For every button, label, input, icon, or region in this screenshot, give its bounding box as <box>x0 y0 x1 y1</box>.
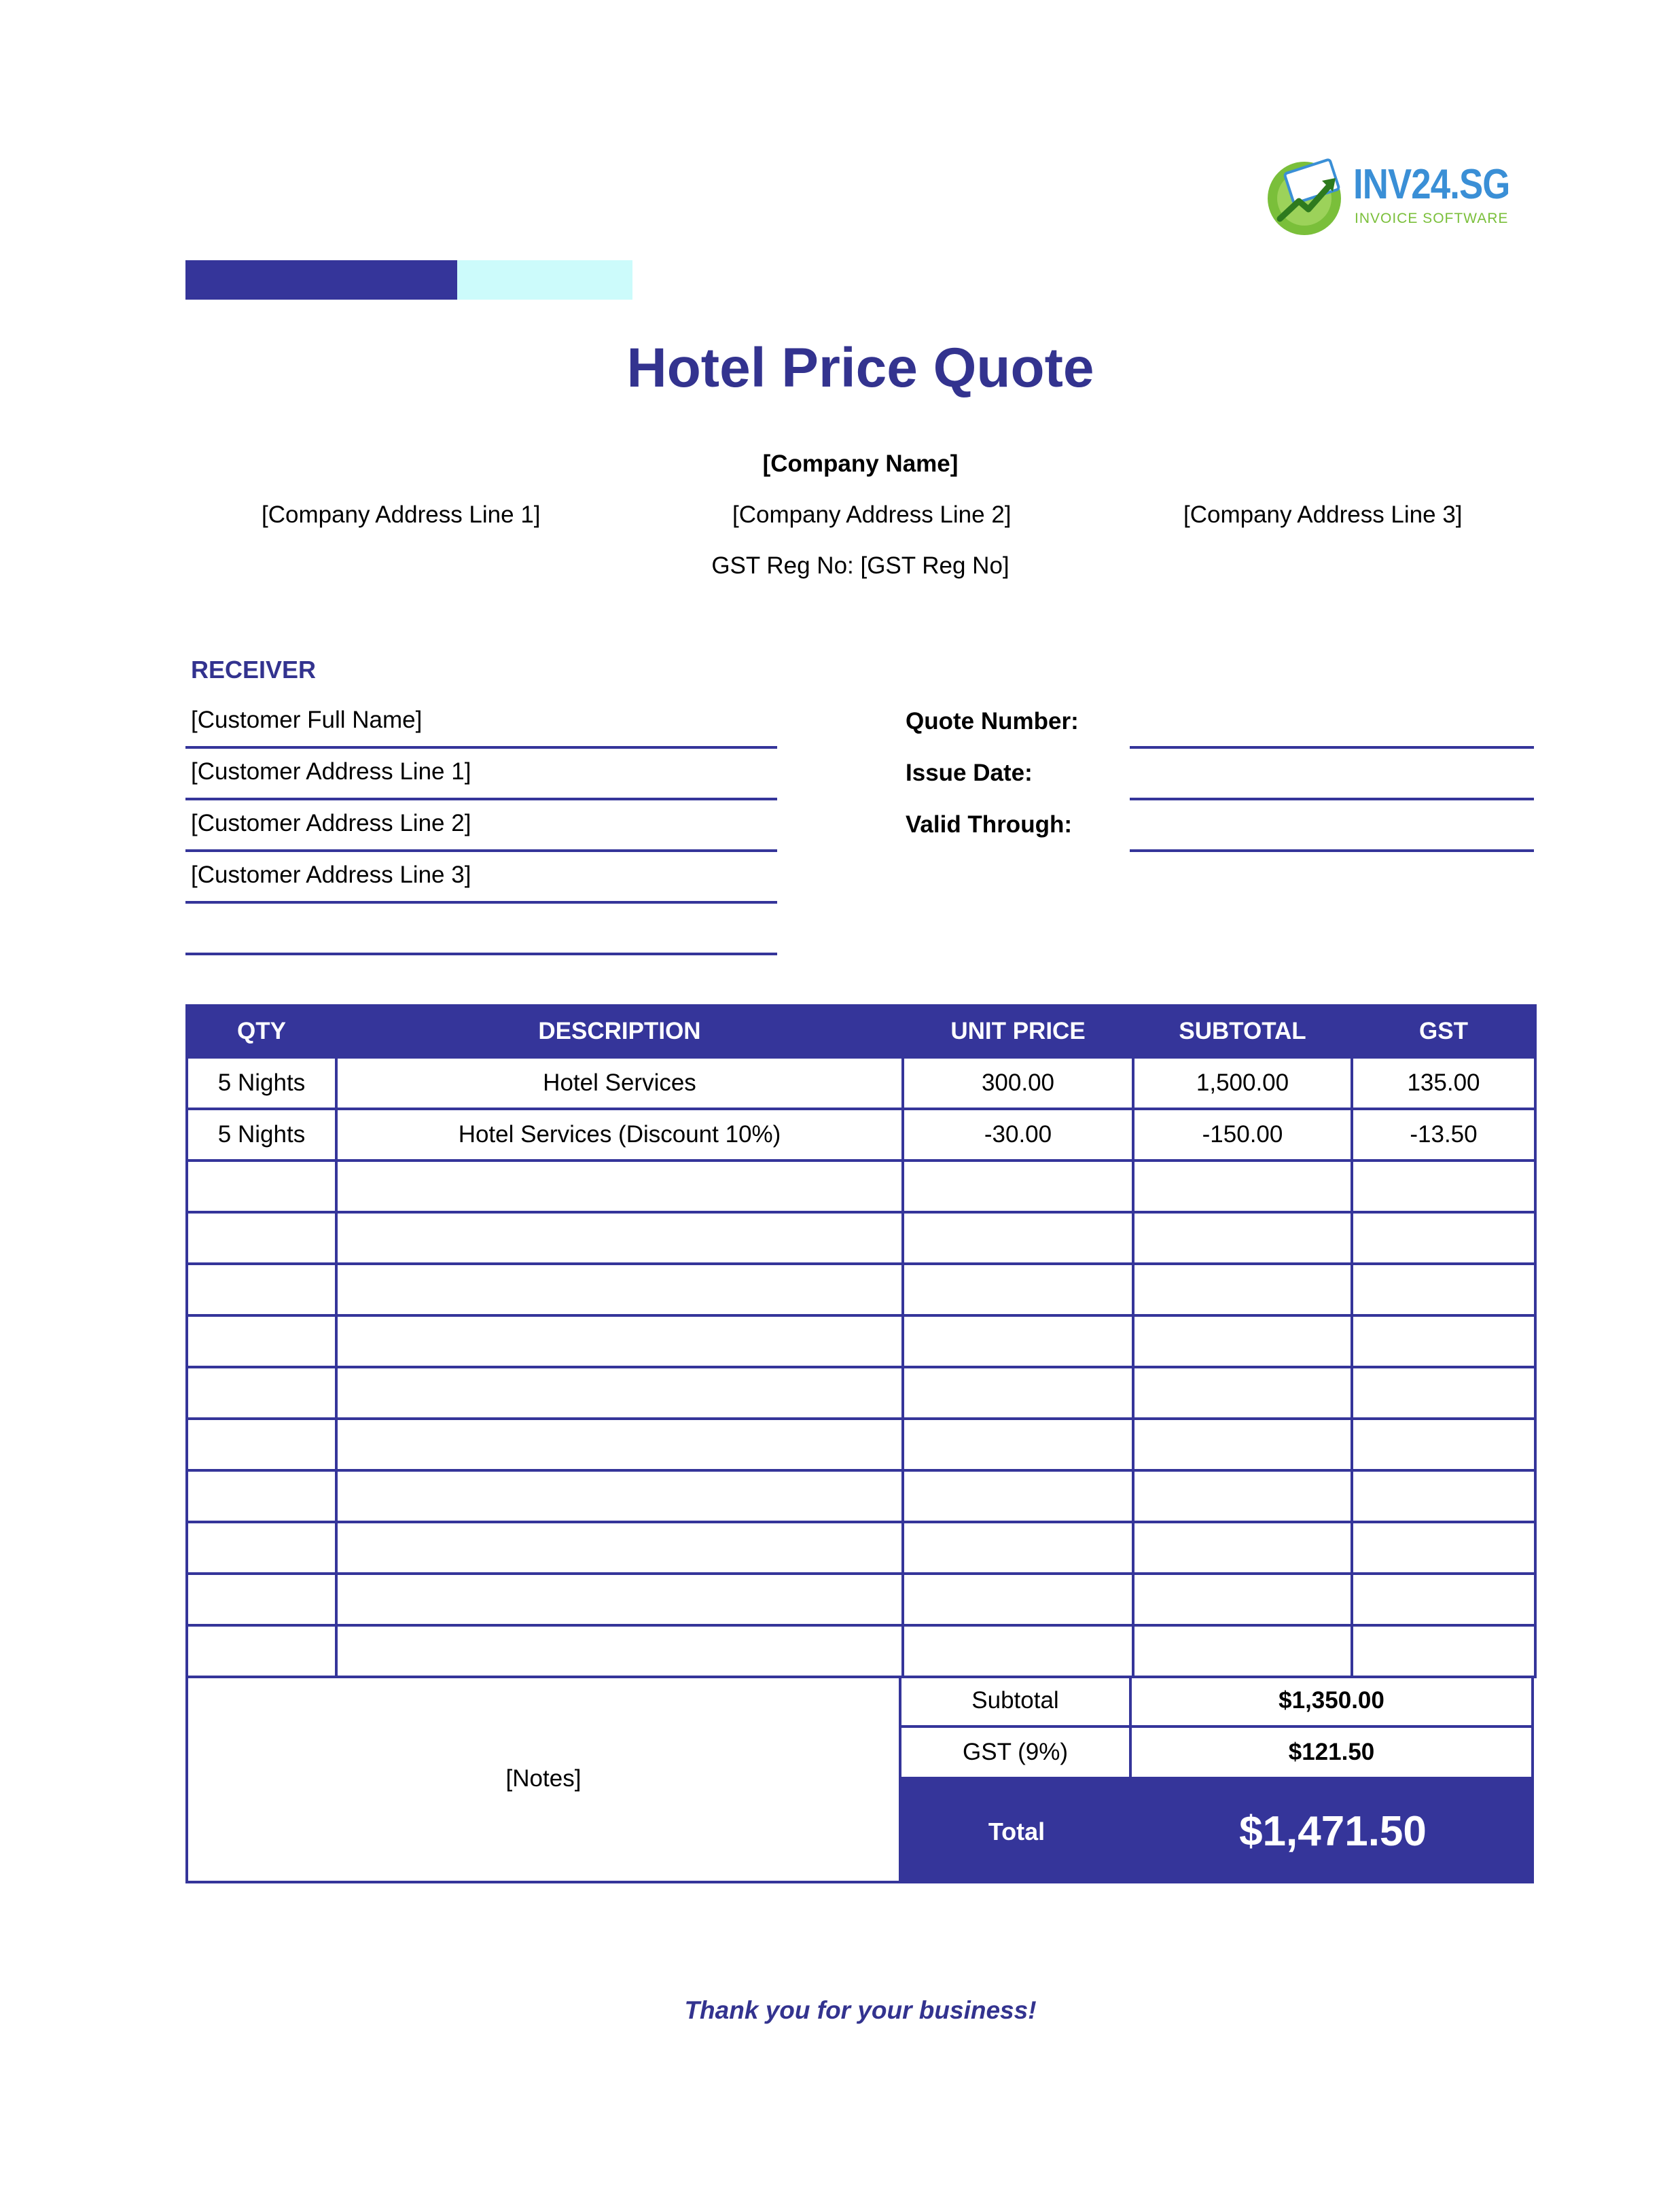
logo-tagline: INVOICE SOFTWARE <box>1355 211 1509 226</box>
total-value: $1,471.50 <box>1239 1808 1427 1855</box>
company-name: [Company Name] <box>762 450 959 477</box>
quote-number-label: Quote Number: <box>906 708 1079 734</box>
table-row <box>187 1057 1535 1109</box>
valid-through-field[interactable] <box>1130 849 1534 852</box>
company-logo <box>1265 156 1516 238</box>
cell-description[interactable] <box>336 1264 903 1315</box>
table-row <box>187 1264 1535 1315</box>
notes-text: [Notes] <box>505 1765 582 1792</box>
cell-subtotal[interactable] <box>1133 1161 1352 1212</box>
cell-description[interactable] <box>336 1161 903 1212</box>
cell-description[interactable] <box>336 1625 903 1677</box>
cell-description[interactable]: Hotel Services (Discount 10%) <box>336 1109 903 1161</box>
cell-qty[interactable] <box>187 1625 336 1677</box>
cell-unit-price[interactable] <box>903 1419 1133 1470</box>
cell-description[interactable] <box>336 1315 903 1367</box>
cell-description[interactable] <box>336 1367 903 1419</box>
cell-unit-price[interactable] <box>903 1574 1133 1625</box>
cell-unit-price[interactable] <box>903 1264 1133 1315</box>
customer-address-line-1[interactable]: [Customer Address Line 1] <box>185 749 777 800</box>
customer-address-line-2[interactable]: [Customer Address Line 2] <box>185 800 777 852</box>
gst-value: $121.50 <box>1132 1728 1534 1779</box>
cell-unit-price[interactable] <box>903 1367 1133 1419</box>
cell-subtotal[interactable] <box>1133 1625 1352 1677</box>
quote-number-field[interactable] <box>1130 746 1534 749</box>
cell-qty[interactable]: 5 Nights <box>187 1057 336 1109</box>
table-row <box>187 1367 1535 1419</box>
issue-date-label: Issue Date: <box>906 760 1033 786</box>
subtotal-label: Subtotal <box>901 1676 1132 1728</box>
cell-gst[interactable] <box>1352 1315 1535 1367</box>
company-address-line-2: [Company Address Line 2] <box>732 501 1012 528</box>
cell-gst[interactable] <box>1352 1470 1535 1522</box>
cell-qty[interactable] <box>187 1212 336 1264</box>
cell-unit-price[interactable] <box>903 1470 1133 1522</box>
cell-unit-price[interactable] <box>903 1625 1133 1677</box>
header-subtotal: SUBTOTAL <box>1133 1006 1352 1057</box>
table-row <box>187 1522 1535 1574</box>
table-row <box>187 1419 1535 1470</box>
header-qty: QTY <box>187 1006 336 1057</box>
thank-you-message: Thank you for your business! <box>684 1996 1037 2024</box>
cell-unit-price[interactable]: 300.00 <box>903 1057 1133 1109</box>
valid-through-label: Valid Through: <box>906 811 1072 838</box>
header-description: DESCRIPTION <box>336 1006 903 1057</box>
cell-description[interactable] <box>336 1522 903 1574</box>
cell-gst[interactable] <box>1352 1419 1535 1470</box>
customer-address-line-3[interactable]: [Customer Address Line 3] <box>185 852 777 904</box>
cell-qty[interactable] <box>187 1574 336 1625</box>
gst-reg-number: GST Reg No: [GST Reg No] <box>711 552 1009 579</box>
cell-gst[interactable] <box>1352 1367 1535 1419</box>
header-unit-price: UNIT PRICE <box>903 1006 1133 1057</box>
receiver-label: RECEIVER <box>191 656 317 684</box>
table-row <box>187 1625 1535 1677</box>
cell-description[interactable] <box>336 1419 903 1470</box>
customer-extra-line[interactable] <box>185 904 777 955</box>
gst-label: GST (9%) <box>901 1728 1132 1779</box>
cell-subtotal[interactable] <box>1133 1574 1352 1625</box>
cell-qty[interactable] <box>187 1470 336 1522</box>
cell-gst[interactable] <box>1352 1522 1535 1574</box>
table-row <box>187 1109 1535 1161</box>
cell-unit-price[interactable]: -30.00 <box>903 1109 1133 1161</box>
cell-qty[interactable] <box>187 1367 336 1419</box>
accent-bar-dark <box>185 260 457 300</box>
cell-gst[interactable]: -13.50 <box>1352 1109 1535 1161</box>
table-row <box>187 1574 1535 1625</box>
total-label: Total <box>988 1817 1045 1845</box>
issue-date-field[interactable] <box>1130 798 1534 800</box>
cell-unit-price[interactable] <box>903 1522 1133 1574</box>
cell-qty[interactable] <box>187 1161 336 1212</box>
cell-subtotal[interactable] <box>1133 1470 1352 1522</box>
customer-full-name[interactable]: [Customer Full Name] <box>185 697 777 749</box>
header-gst: GST <box>1352 1006 1535 1057</box>
cell-subtotal[interactable] <box>1133 1522 1352 1574</box>
cell-unit-price[interactable] <box>903 1212 1133 1264</box>
cell-subtotal[interactable] <box>1133 1419 1352 1470</box>
company-address-line-3: [Company Address Line 3] <box>1183 501 1463 528</box>
total-box <box>901 1779 1534 1883</box>
cell-description[interactable] <box>336 1470 903 1522</box>
cell-gst[interactable] <box>1352 1212 1535 1264</box>
cell-qty[interactable] <box>187 1264 336 1315</box>
cell-qty[interactable] <box>187 1522 336 1574</box>
cell-qty[interactable] <box>187 1315 336 1367</box>
cell-qty[interactable] <box>187 1419 336 1470</box>
cell-unit-price[interactable] <box>903 1315 1133 1367</box>
subtotal-value: $1,350.00 <box>1132 1676 1534 1728</box>
cell-unit-price[interactable] <box>903 1161 1133 1212</box>
page-title: Hotel Price Quote <box>626 337 1094 399</box>
items-table <box>185 1004 1537 1678</box>
table-header-row <box>187 1006 1535 1057</box>
items-body <box>187 1057 1535 1677</box>
notes-box[interactable] <box>185 1676 901 1883</box>
table-row <box>187 1212 1535 1264</box>
logo-name: INV24.SG <box>1353 161 1510 208</box>
cell-gst[interactable] <box>1352 1161 1535 1212</box>
table-row <box>187 1315 1535 1367</box>
cell-description[interactable] <box>336 1212 903 1264</box>
table-row <box>187 1161 1535 1212</box>
cell-gst[interactable] <box>1352 1264 1535 1315</box>
cell-subtotal[interactable] <box>1133 1315 1352 1367</box>
cell-subtotal[interactable]: 1,500.00 <box>1133 1057 1352 1109</box>
cell-subtotal[interactable] <box>1133 1212 1352 1264</box>
cell-gst[interactable] <box>1352 1574 1535 1625</box>
cell-qty[interactable]: 5 Nights <box>187 1109 336 1161</box>
cell-description[interactable]: Hotel Services <box>336 1057 903 1109</box>
cell-subtotal[interactable]: -150.00 <box>1133 1109 1352 1161</box>
logo-emblem-icon <box>1265 156 1350 238</box>
cell-gst[interactable] <box>1352 1625 1535 1677</box>
table-row <box>187 1470 1535 1522</box>
cell-gst[interactable]: 135.00 <box>1352 1057 1535 1109</box>
cell-subtotal[interactable] <box>1133 1264 1352 1315</box>
accent-bar-light <box>457 260 632 300</box>
company-address-line-1: [Company Address Line 1] <box>262 501 541 528</box>
cell-subtotal[interactable] <box>1133 1367 1352 1419</box>
cell-description[interactable] <box>336 1574 903 1625</box>
